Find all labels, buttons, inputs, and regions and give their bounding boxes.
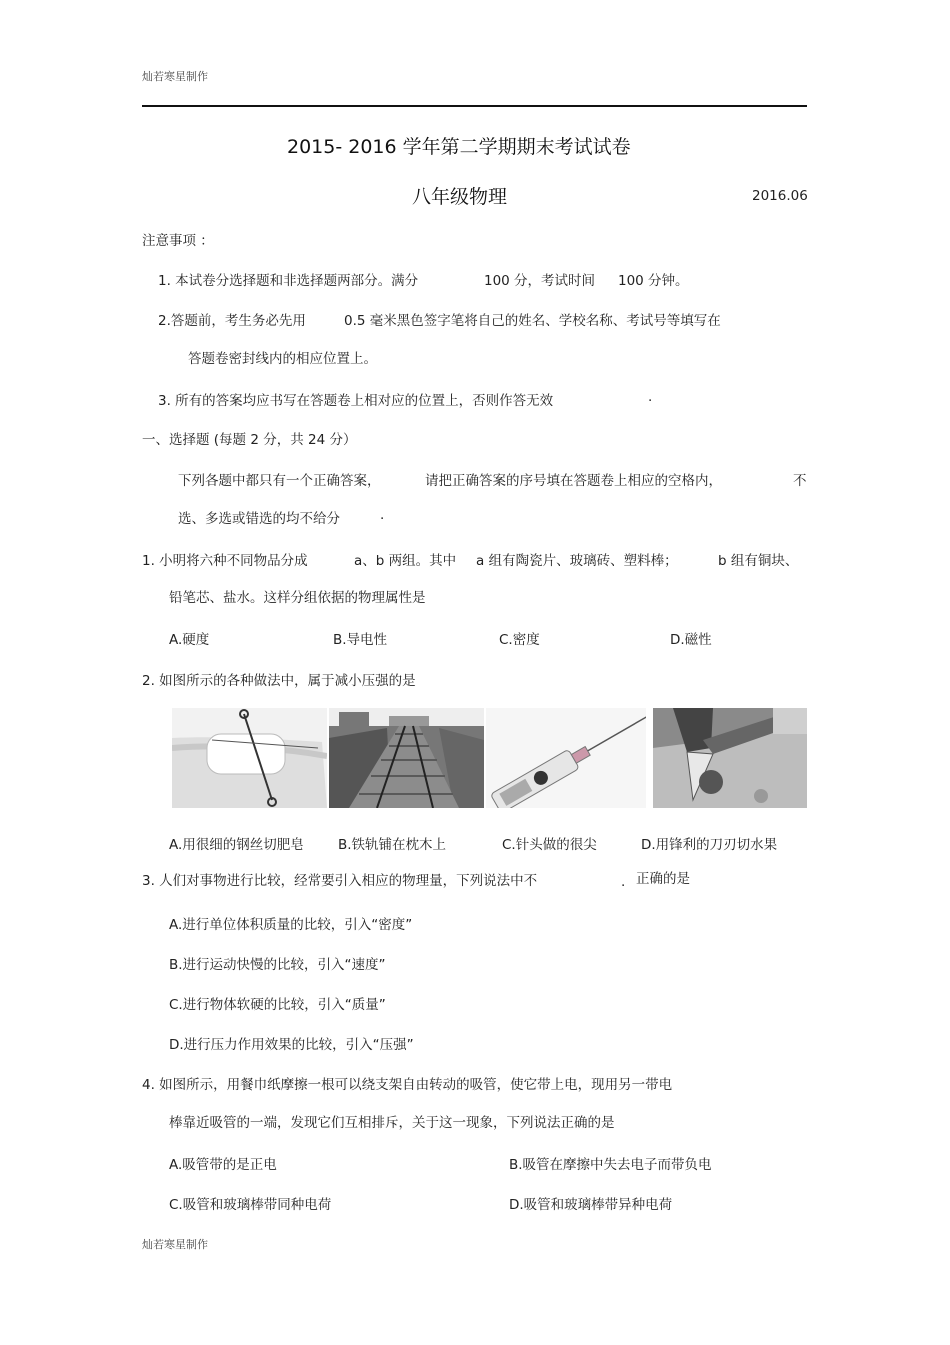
footer-maker: 灿若寒星制作 xyxy=(142,1238,208,1251)
notice-item-2c: 答题卷密封线内的相应位置上。 xyxy=(188,351,377,367)
notice-item-2a: 2.答题前，考生务必先用 xyxy=(158,313,306,329)
header-rule xyxy=(142,105,807,107)
q3-stem-a: 3. 人们对事物进行比较，经常要引入相应的物理量，下列说法中不 xyxy=(142,873,538,889)
section1-instruction-a: 下列各题中都只有一个正确答案， xyxy=(178,473,381,489)
q2-option-c: C.针头做的很尖 xyxy=(502,837,597,853)
q4-option-b: B.吸管在摩擦中失去电子而带负电 xyxy=(509,1157,712,1173)
exam-title: 2015- 2016 学年第二学期期末考试试卷 xyxy=(287,136,631,158)
q4-stem-b: 棒靠近吸管的一端，发现它们互相排斥，关于这一现象，下列说法正确的是 xyxy=(169,1115,615,1131)
q2-image-syringe xyxy=(486,708,646,808)
notice-item-2b: 0.5 毫米黑色签字笔将自己的姓名、学校名称、考试号等填写在 xyxy=(344,313,721,329)
q4-option-a: A.吸管带的是正电 xyxy=(169,1157,277,1173)
notice-item-1b: 100 分，考试时间 xyxy=(484,273,596,289)
q3-stem-dot: . xyxy=(621,874,626,890)
notice-item-1c: 100 分钟。 xyxy=(618,273,689,289)
q1-option-b: B.导电性 xyxy=(333,632,388,648)
q1-stem-c: a 组有陶瓷片、玻璃砖、塑料棒； xyxy=(476,553,678,569)
q4-stem-a: 4. 如图所示，用餐巾纸摩擦一根可以绕支架自由转动的吸管，使它带上电，现用另一带电 xyxy=(142,1077,673,1093)
section1-instruction-d: 选、多选或错选的均不给分 xyxy=(178,511,340,527)
q3-stem-b: 正确的是 xyxy=(636,871,690,887)
section1-instruction-c: 不 xyxy=(793,473,807,489)
q1-stem-d: b 组有铜块、 xyxy=(718,553,799,569)
notice-item-3b: . xyxy=(648,389,653,405)
notice-item-3a: 3. 所有的答案均应书写在答题卷上相对应的位置上，否则作答无效 xyxy=(158,393,554,409)
notice-item-1a: 1. 本试卷分选择题和非选择题两部分。满分 xyxy=(158,273,419,289)
q3-option-c: C.进行物体软硬的比较，引入“质量” xyxy=(169,997,386,1013)
q1-stem-b: a、b 两组。其中 xyxy=(354,553,457,569)
notice-heading: 注意事项 ： xyxy=(142,233,214,249)
q1-stem-e: 铅笔芯、盐水。这样分组依据的物理属性是 xyxy=(169,590,426,606)
q4-option-d: D.吸管和玻璃棒带异种电荷 xyxy=(509,1197,673,1213)
q1-option-c: C.密度 xyxy=(499,632,540,648)
q3-option-b: B.进行运动快慢的比较，引入“速度” xyxy=(169,957,386,973)
q2-option-b: B.铁轨铺在枕木上 xyxy=(338,837,447,853)
section1-instruction-e: . xyxy=(380,507,385,523)
q4-option-c: C.吸管和玻璃棒带同种电荷 xyxy=(169,1197,332,1213)
q2-option-d: D.用锋利的刀刃切水果 xyxy=(641,837,778,853)
q3-option-a: A.进行单位体积质量的比较，引入“密度” xyxy=(169,917,413,933)
q2-image-railway xyxy=(329,708,484,808)
q1-stem-a: 1. 小明将六种不同物品分成 xyxy=(142,553,308,569)
section1-instruction-b: 请把正确答案的序号填在答题卷上相应的空格内， xyxy=(425,473,722,489)
q3-option-d: D.进行压力作用效果的比较，引入“压强” xyxy=(169,1037,414,1053)
q2-image-knife xyxy=(653,708,807,808)
header-maker: 灿若寒星制作 xyxy=(142,70,208,83)
q2-stem: 2. 如图所示的各种做法中，属于减小压强的是 xyxy=(142,673,416,689)
exam-date: 2016.06 xyxy=(752,188,808,204)
exam-subtitle: 八年级物理 xyxy=(412,186,508,208)
q1-option-a: A.硬度 xyxy=(169,632,210,648)
section1-heading: 一、选择题 (每题 2 分，共 24 分） xyxy=(142,432,357,448)
q2-image-wire-soap xyxy=(172,708,327,808)
q1-option-d: D.磁性 xyxy=(670,632,712,648)
q2-option-a: A.用很细的钢丝切肥皂 xyxy=(169,837,304,853)
